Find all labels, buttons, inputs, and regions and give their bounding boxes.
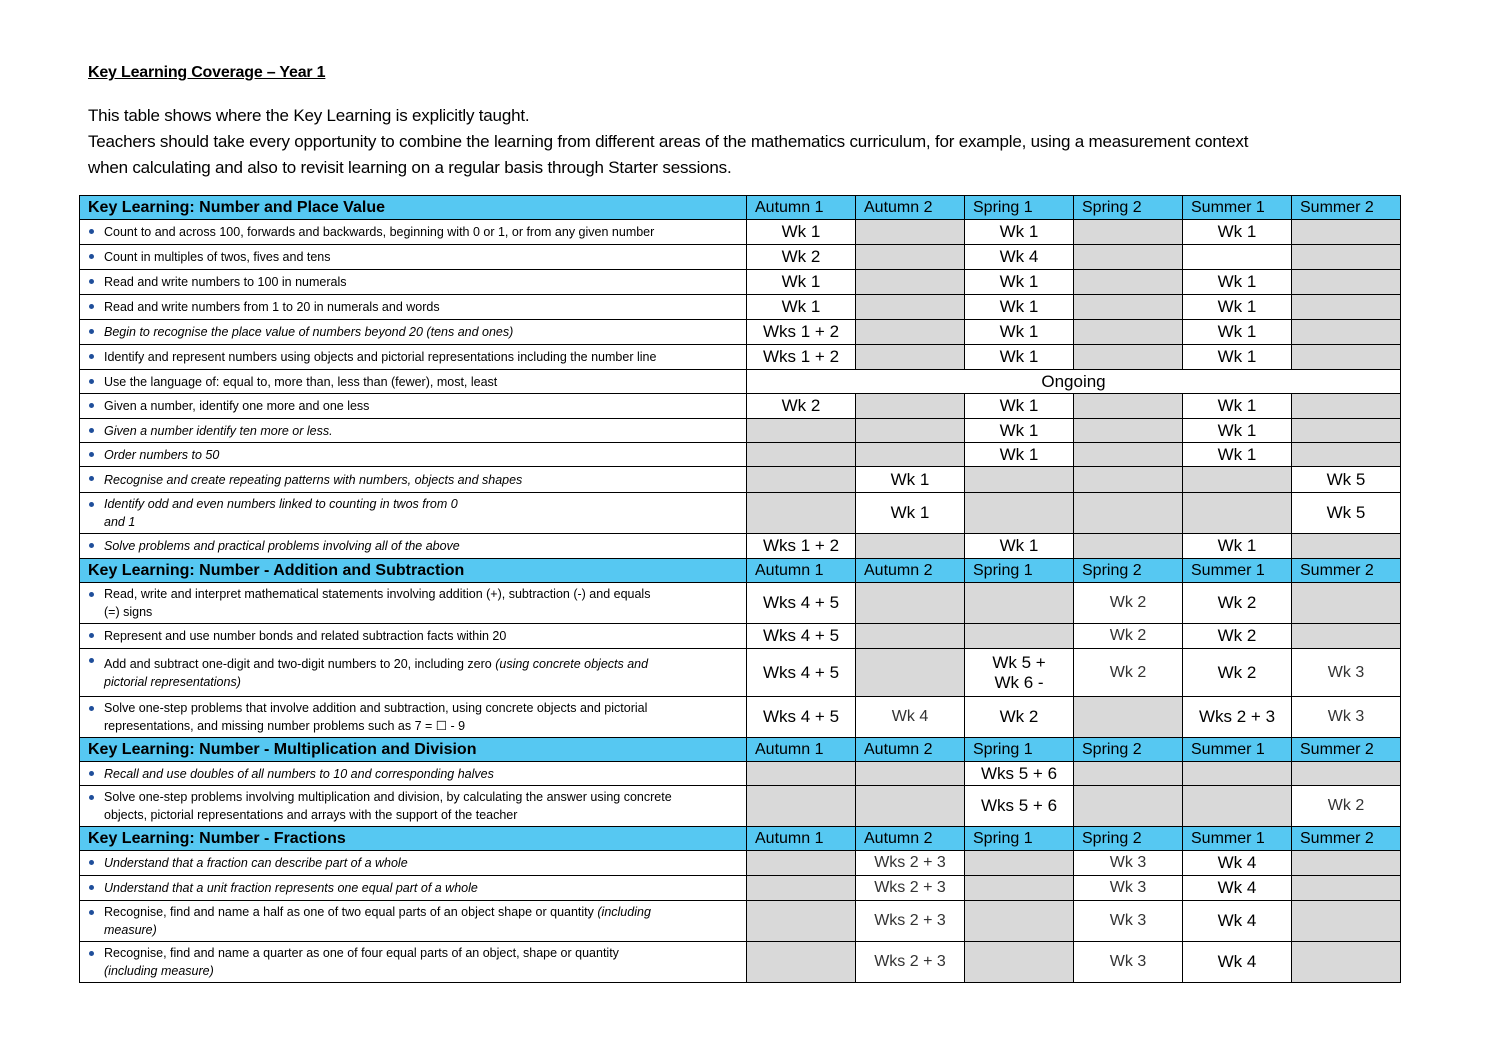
intro-line: Teachers should take every opportunity to combine the learning from different areas of the mathematics curriculum, for example, using a measurement context bbox=[88, 132, 1249, 151]
coverage-cell: Wks 2 + 3 bbox=[1183, 697, 1292, 738]
label-text: Understand that a fraction can describe part of a whole bbox=[104, 856, 408, 870]
key-learning-label bbox=[80, 443, 747, 467]
coverage-cell: Wk 2 bbox=[965, 697, 1074, 738]
label-text-line2: measure) bbox=[104, 923, 157, 937]
label-text: Solve one-step problems involving multiplication and division, by calculating the answer using concrete bbox=[104, 790, 672, 804]
bullet-icon bbox=[89, 452, 94, 457]
key-learning-label bbox=[80, 876, 747, 901]
bullet-icon bbox=[89, 379, 94, 384]
table-row bbox=[80, 786, 1401, 827]
coverage-cell bbox=[856, 419, 965, 443]
coverage-cell bbox=[965, 901, 1074, 942]
coverage-cell: Wk 2 bbox=[1074, 624, 1183, 649]
bullet-icon bbox=[89, 304, 94, 309]
key-learning-label bbox=[80, 786, 747, 827]
coverage-cell bbox=[747, 851, 856, 876]
bullet-icon bbox=[89, 403, 94, 408]
label-text: Given a number, identify one more and one less bbox=[104, 399, 370, 413]
label-text: Identify and represent numbers using objects and pictorial representations including the number line bbox=[104, 350, 657, 364]
term-header: Summer 1 bbox=[1183, 559, 1292, 583]
coverage-cell bbox=[1074, 394, 1183, 419]
coverage-cell: Wk 3 bbox=[1074, 851, 1183, 876]
coverage-cell bbox=[1074, 443, 1183, 467]
coverage-cell: Wks 4 + 5 bbox=[747, 583, 856, 624]
term-header: Spring 2 bbox=[1074, 827, 1183, 851]
coverage-cell bbox=[1292, 419, 1401, 443]
coverage-cell bbox=[747, 443, 856, 467]
bullet-icon bbox=[89, 633, 94, 638]
coverage-cell bbox=[747, 467, 856, 493]
key-learning-label bbox=[80, 697, 747, 738]
term-header: Spring 1 bbox=[965, 196, 1074, 220]
coverage-cell: Wk 1 bbox=[856, 493, 965, 534]
key-learning-label bbox=[80, 624, 747, 649]
coverage-cell: Wk 3 bbox=[1074, 901, 1183, 942]
bullet-icon bbox=[89, 860, 94, 865]
coverage-cell: Wk 5 bbox=[1292, 467, 1401, 493]
coverage-cell: Wk 1 bbox=[1183, 443, 1292, 467]
coverage-cell bbox=[856, 443, 965, 467]
coverage-cell: Wk 1 bbox=[965, 419, 1074, 443]
label-text: Order numbers to 50 bbox=[104, 447, 220, 462]
key-learning-label bbox=[80, 295, 747, 320]
coverage-cell: Wk 4 bbox=[1183, 942, 1292, 983]
bullet-icon bbox=[89, 543, 94, 548]
coverage-cell bbox=[856, 762, 965, 786]
coverage-cell: Wk 2 bbox=[1074, 583, 1183, 624]
coverage-cell bbox=[1074, 786, 1183, 827]
bullet-icon bbox=[89, 254, 94, 259]
bullet-icon bbox=[89, 329, 94, 334]
key-learning-label bbox=[80, 762, 747, 786]
coverage-cell bbox=[1292, 295, 1401, 320]
coverage-cell bbox=[1183, 786, 1292, 827]
coverage-cell: Wk 3 bbox=[1292, 649, 1401, 697]
label-text: Read and write numbers to 100 in numerals bbox=[104, 275, 347, 289]
coverage-cell bbox=[747, 493, 856, 534]
coverage-cell: Wk 2 bbox=[1183, 583, 1292, 624]
coverage-cell bbox=[1074, 762, 1183, 786]
coverage-cell: Wk 1 bbox=[965, 220, 1074, 245]
key-learning-label bbox=[80, 245, 747, 270]
coverage-cell bbox=[1074, 467, 1183, 493]
label-text: Recognise and create repeating patterns with numbers, objects and shapes bbox=[104, 472, 523, 487]
key-learning-label bbox=[80, 901, 747, 942]
coverage-cell bbox=[1183, 245, 1292, 270]
term-header: Spring 2 bbox=[1074, 559, 1183, 583]
coverage-cell: Wks 4 + 5 bbox=[747, 649, 856, 697]
coverage-cell: Wks 2 + 3 bbox=[856, 942, 965, 983]
term-header: Autumn 1 bbox=[747, 559, 856, 583]
coverage-cell: Wk 5 + Wk 6 - bbox=[965, 649, 1074, 697]
bullet-icon bbox=[89, 910, 94, 915]
intro-line: when calculating and also to revisit learning on a regular basis through Starter sessions. bbox=[88, 158, 732, 177]
coverage-cell: Wks 5 + 6 bbox=[965, 786, 1074, 827]
key-learning-label bbox=[80, 851, 747, 876]
table-row bbox=[80, 942, 1401, 983]
table-row bbox=[80, 467, 1401, 493]
coverage-cell bbox=[747, 786, 856, 827]
table-row bbox=[80, 583, 1401, 624]
coverage-cell bbox=[965, 851, 1074, 876]
table-row bbox=[80, 295, 1401, 320]
term-header: Autumn 1 bbox=[747, 196, 856, 220]
table-row bbox=[80, 649, 1401, 697]
coverage-cell: Wk 1 bbox=[965, 443, 1074, 467]
table-row bbox=[80, 534, 1401, 559]
coverage-cell: Wk 1 bbox=[965, 345, 1074, 370]
coverage-cell bbox=[1074, 245, 1183, 270]
key-learning-label bbox=[80, 220, 747, 245]
coverage-cell bbox=[856, 534, 965, 559]
coverage-cell: Wks 1 + 2 bbox=[747, 534, 856, 559]
coverage-cell: Wk 2 bbox=[747, 245, 856, 270]
coverage-cell bbox=[856, 786, 965, 827]
label-text-italic: (including bbox=[597, 905, 651, 919]
label-text-line2: pictorial representations) bbox=[104, 674, 241, 689]
coverage-cell: Wk 2 bbox=[1183, 624, 1292, 649]
coverage-cell bbox=[1074, 220, 1183, 245]
coverage-cell bbox=[856, 245, 965, 270]
section-heading: Key Learning: Number and Place Value bbox=[80, 196, 747, 220]
table-row bbox=[80, 697, 1401, 738]
coverage-cell: Wk 4 bbox=[1183, 876, 1292, 901]
key-learning-label bbox=[80, 493, 747, 534]
coverage-cell bbox=[856, 345, 965, 370]
term-header: Autumn 2 bbox=[856, 196, 965, 220]
coverage-cell: Wk 4 bbox=[965, 245, 1074, 270]
coverage-cell: Wk 1 bbox=[1183, 394, 1292, 419]
term-header: Spring 2 bbox=[1074, 738, 1183, 762]
label-text: Represent and use number bonds and related subtraction facts within 20 bbox=[104, 629, 507, 643]
term-header: Summer 1 bbox=[1183, 196, 1292, 220]
label-text: Count to and across 100, forwards and backwards, beginning with 0 or 1, or from any given number bbox=[104, 225, 655, 239]
coverage-cell bbox=[1292, 534, 1401, 559]
bullet-icon bbox=[89, 885, 94, 890]
table-row bbox=[80, 270, 1401, 295]
table-row bbox=[80, 370, 1401, 394]
coverage-cell bbox=[856, 220, 965, 245]
coverage-cell bbox=[1183, 467, 1292, 493]
label-text: Solve problems and practical problems involving all of the above bbox=[104, 539, 460, 553]
coverage-cell: Wk 1 bbox=[1183, 320, 1292, 345]
key-learning-label bbox=[80, 320, 747, 345]
coverage-cell bbox=[747, 901, 856, 942]
label-text-line2: (including measure) bbox=[104, 964, 214, 978]
table-row bbox=[80, 245, 1401, 270]
bullet-icon bbox=[89, 706, 94, 711]
coverage-cell bbox=[856, 320, 965, 345]
page-title: Key Learning Coverage – Year 1 bbox=[88, 64, 326, 81]
coverage-cell bbox=[1074, 697, 1183, 738]
label-text: Identify odd and even numbers linked to counting in twos from 0 bbox=[104, 497, 458, 511]
term-header: Autumn 1 bbox=[747, 738, 856, 762]
term-header: Autumn 2 bbox=[856, 559, 965, 583]
coverage-cell bbox=[747, 762, 856, 786]
table-row bbox=[80, 851, 1401, 876]
coverage-cell: Wk 3 bbox=[1292, 697, 1401, 738]
section-header-row bbox=[80, 196, 1401, 220]
table-row bbox=[80, 443, 1401, 467]
label-text: Understand that a unit fraction represents one equal part of a whole bbox=[104, 881, 478, 895]
coverage-cell bbox=[747, 419, 856, 443]
term-header: Summer 2 bbox=[1292, 738, 1401, 762]
term-header: Autumn 2 bbox=[856, 827, 965, 851]
bullet-icon bbox=[89, 951, 94, 956]
coverage-cell bbox=[747, 876, 856, 901]
bullet-icon bbox=[89, 354, 94, 359]
label-text-italic: (using concrete objects and bbox=[495, 656, 649, 671]
coverage-cell: Wk 4 bbox=[1183, 851, 1292, 876]
coverage-cell bbox=[1292, 320, 1401, 345]
coverage-cell: Wks 1 + 2 bbox=[747, 345, 856, 370]
coverage-cell bbox=[1292, 443, 1401, 467]
label-text: Read, write and interpret mathematical statements involving addition (+), subtraction (-) and equals bbox=[104, 587, 651, 601]
label-text: Read and write numbers from 1 to 20 in numerals and words bbox=[104, 300, 440, 314]
coverage-cell bbox=[1292, 901, 1401, 942]
coverage-cell: Wk 1 bbox=[965, 320, 1074, 345]
term-header: Summer 1 bbox=[1183, 738, 1292, 762]
coverage-cell bbox=[1183, 762, 1292, 786]
coverage-cell: Wk 1 bbox=[965, 295, 1074, 320]
bullet-icon bbox=[89, 476, 94, 481]
term-header: Autumn 1 bbox=[747, 827, 856, 851]
coverage-cell bbox=[1292, 624, 1401, 649]
term-header: Summer 2 bbox=[1292, 559, 1401, 583]
label-text: Count in multiples of twos, fives and tens bbox=[104, 250, 331, 264]
section-header-row bbox=[80, 738, 1401, 762]
bullet-icon bbox=[89, 658, 94, 663]
coverage-cell bbox=[856, 394, 965, 419]
term-header: Spring 1 bbox=[965, 738, 1074, 762]
label-text-line2: representations, and missing number problems such as 7 = ☐ - 9 bbox=[104, 719, 466, 733]
coverage-cell bbox=[965, 876, 1074, 901]
term-header: Summer 1 bbox=[1183, 827, 1292, 851]
key-learning-label bbox=[80, 345, 747, 370]
table-row bbox=[80, 345, 1401, 370]
coverage-cell: Wk 1 bbox=[1183, 534, 1292, 559]
coverage-cell: Wk 1 bbox=[747, 295, 856, 320]
coverage-cell: Wk 2 bbox=[1183, 649, 1292, 697]
coverage-cell bbox=[856, 295, 965, 320]
coverage-cell: Wk 2 bbox=[1074, 649, 1183, 697]
intro-text bbox=[88, 103, 1408, 181]
key-learning-label bbox=[80, 649, 747, 697]
coverage-cell: Wk 2 bbox=[747, 394, 856, 419]
key-learning-label bbox=[80, 394, 747, 419]
coverage-cell bbox=[1292, 245, 1401, 270]
label-text: Recognise, find and name a half as one of two equal parts of an object shape or quantity bbox=[104, 905, 598, 919]
coverage-cell bbox=[1074, 419, 1183, 443]
table-row bbox=[80, 901, 1401, 942]
term-header: Spring 2 bbox=[1074, 196, 1183, 220]
table-row bbox=[80, 220, 1401, 245]
key-learning-label bbox=[80, 534, 747, 559]
coverage-cell: Wk 5 bbox=[1292, 493, 1401, 534]
coverage-cell bbox=[1074, 534, 1183, 559]
bullet-icon bbox=[89, 229, 94, 234]
coverage-cell: Wk 1 bbox=[1183, 419, 1292, 443]
section-heading: Key Learning: Number - Addition and Subtraction bbox=[80, 559, 747, 583]
key-learning-label bbox=[80, 583, 747, 624]
label-text: Begin to recognise the place value of numbers beyond 20 (tens and ones) bbox=[104, 325, 514, 339]
coverage-cell bbox=[1074, 295, 1183, 320]
coverage-cell bbox=[1292, 394, 1401, 419]
coverage-cell bbox=[1074, 270, 1183, 295]
coverage-cell bbox=[1074, 493, 1183, 534]
coverage-cell: Wks 2 + 3 bbox=[856, 876, 965, 901]
coverage-cell bbox=[1292, 220, 1401, 245]
coverage-table bbox=[79, 195, 1401, 983]
coverage-cell: Wks 2 + 3 bbox=[856, 851, 965, 876]
bullet-icon bbox=[89, 592, 94, 597]
label-text: Add and subtract one-digit and two-digit numbers to 20, including zero bbox=[104, 656, 496, 671]
coverage-cell: Wk 1 bbox=[965, 534, 1074, 559]
bullet-icon bbox=[89, 502, 94, 507]
term-header: Spring 1 bbox=[965, 559, 1074, 583]
label-text-line2: (=) signs bbox=[104, 605, 153, 619]
coverage-cell: Wk 4 bbox=[1183, 901, 1292, 942]
table-row bbox=[80, 624, 1401, 649]
bullet-icon bbox=[89, 795, 94, 800]
label-text-line2: and 1 bbox=[104, 515, 136, 529]
coverage-cell bbox=[965, 467, 1074, 493]
table-row bbox=[80, 876, 1401, 901]
key-learning-label bbox=[80, 942, 747, 983]
coverage-cell: Wk 3 bbox=[1074, 876, 1183, 901]
coverage-cell bbox=[965, 942, 1074, 983]
ongoing-cell: Ongoing bbox=[747, 370, 1401, 394]
table-row bbox=[80, 394, 1401, 419]
coverage-cell: Wks 4 + 5 bbox=[747, 697, 856, 738]
intro-line: This table shows where the Key Learning is explicitly taught. bbox=[88, 106, 530, 125]
coverage-cell bbox=[747, 942, 856, 983]
term-header: Summer 2 bbox=[1292, 827, 1401, 851]
key-learning-label bbox=[80, 467, 747, 493]
section-heading: Key Learning: Number - Fractions bbox=[80, 827, 747, 851]
coverage-cell bbox=[1292, 583, 1401, 624]
coverage-cell bbox=[1292, 876, 1401, 901]
label-text: Solve one-step problems that involve addition and subtraction, using concrete objects and pictorial bbox=[104, 701, 648, 715]
coverage-cell: Wk 3 bbox=[1074, 942, 1183, 983]
coverage-cell bbox=[1292, 345, 1401, 370]
coverage-cell bbox=[1292, 270, 1401, 295]
coverage-cell: Wk 1 bbox=[1183, 295, 1292, 320]
coverage-cell bbox=[965, 583, 1074, 624]
coverage-cell: Wks 5 + 6 bbox=[965, 762, 1074, 786]
coverage-cell: Wks 2 + 3 bbox=[856, 901, 965, 942]
key-learning-label bbox=[80, 270, 747, 295]
coverage-cell bbox=[1292, 762, 1401, 786]
coverage-cell: Wks 4 + 5 bbox=[747, 624, 856, 649]
coverage-cell: Wks 1 + 2 bbox=[747, 320, 856, 345]
label-text: Recognise, find and name a quarter as one of four equal parts of an object, shape or quantity bbox=[104, 946, 619, 960]
label-text: Recall and use doubles of all numbers to 10 and corresponding halves bbox=[104, 766, 494, 781]
bullet-icon bbox=[89, 428, 94, 433]
coverage-cell: Wk 2 bbox=[1292, 786, 1401, 827]
coverage-cell: Wk 1 bbox=[965, 394, 1074, 419]
coverage-cell bbox=[856, 270, 965, 295]
coverage-cell bbox=[856, 649, 965, 697]
coverage-cell: Wk 1 bbox=[1183, 270, 1292, 295]
coverage-cell bbox=[1292, 851, 1401, 876]
term-header: Autumn 2 bbox=[856, 738, 965, 762]
section-header-row bbox=[80, 559, 1401, 583]
key-learning-label bbox=[80, 370, 747, 394]
coverage-cell bbox=[1183, 493, 1292, 534]
bullet-icon bbox=[89, 771, 94, 776]
table-row bbox=[80, 320, 1401, 345]
coverage-cell: Wk 1 bbox=[747, 220, 856, 245]
label-text: Use the language of: equal to, more than, less than (fewer), most, least bbox=[104, 374, 498, 389]
label-text-line2: objects, pictorial representations and arrays with the support of the teacher bbox=[104, 808, 518, 822]
coverage-cell: Wk 1 bbox=[1183, 220, 1292, 245]
section-heading: Key Learning: Number - Multiplication and Division bbox=[80, 738, 747, 762]
coverage-cell: Wk 1 bbox=[856, 467, 965, 493]
coverage-cell bbox=[1292, 942, 1401, 983]
coverage-cell bbox=[856, 624, 965, 649]
coverage-cell bbox=[856, 583, 965, 624]
term-header: Spring 1 bbox=[965, 827, 1074, 851]
coverage-cell: Wk 1 bbox=[965, 270, 1074, 295]
table-row bbox=[80, 762, 1401, 786]
label-text: Given a number identify ten more or less. bbox=[104, 423, 333, 438]
bullet-icon bbox=[89, 279, 94, 284]
term-header: Summer 2 bbox=[1292, 196, 1401, 220]
coverage-cell: Wk 4 bbox=[856, 697, 965, 738]
coverage-cell: Wk 1 bbox=[1183, 345, 1292, 370]
table-row bbox=[80, 419, 1401, 443]
key-learning-label bbox=[80, 419, 747, 443]
coverage-cell bbox=[965, 493, 1074, 534]
section-header-row bbox=[80, 827, 1401, 851]
table-row bbox=[80, 493, 1401, 534]
coverage-cell bbox=[1074, 345, 1183, 370]
coverage-cell: Wk 1 bbox=[747, 270, 856, 295]
coverage-cell bbox=[1074, 320, 1183, 345]
coverage-cell bbox=[965, 624, 1074, 649]
